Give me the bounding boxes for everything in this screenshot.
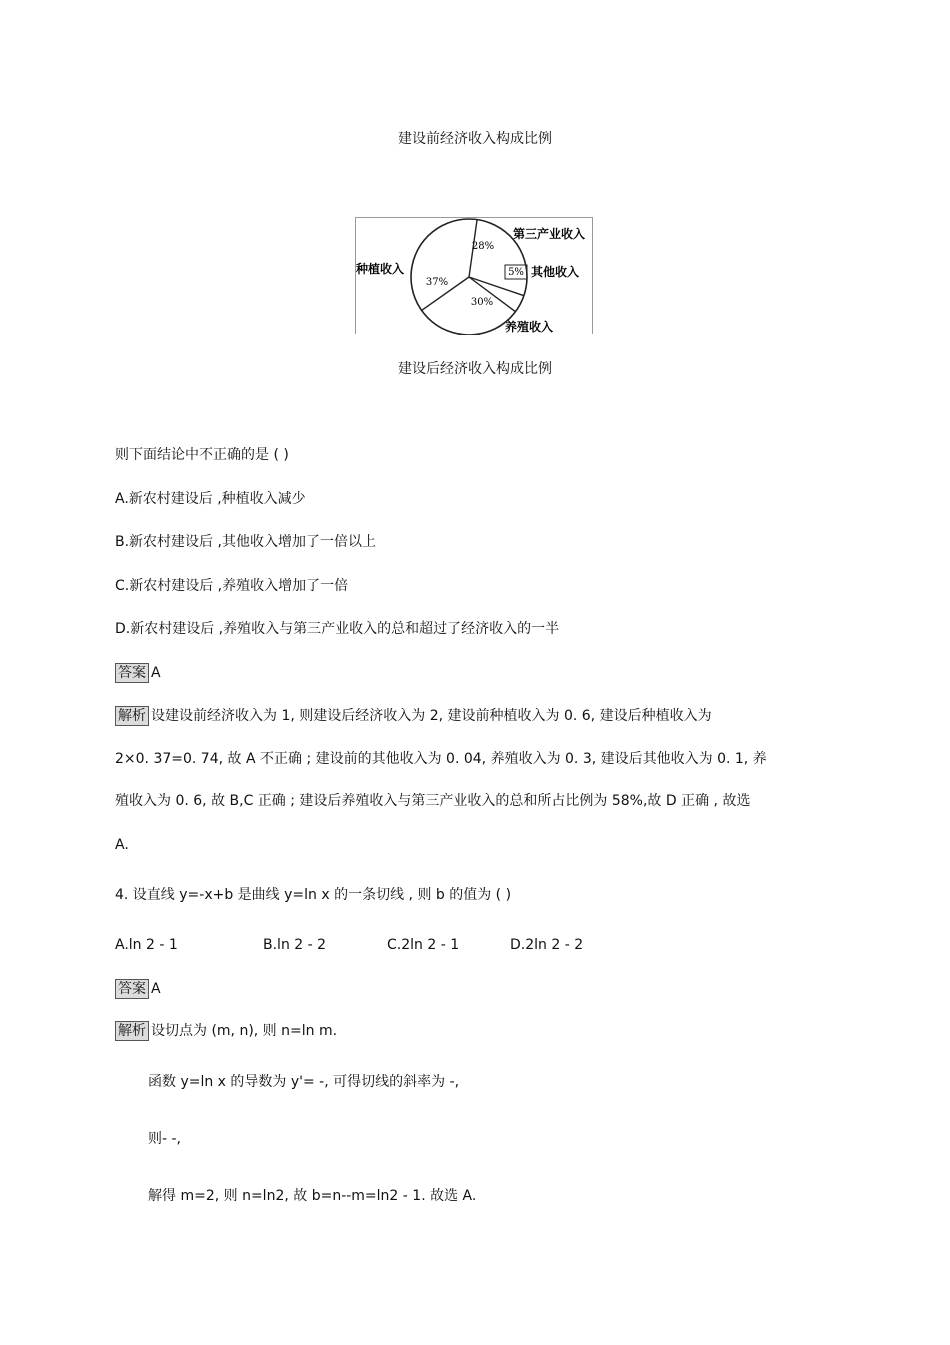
pie-chart — [355, 217, 595, 335]
q3-answer-row — [115, 663, 161, 683]
analysis-tag: 解析 — [115, 706, 149, 726]
pie-slice-category-label: 第三产业收入 — [513, 227, 586, 241]
pie-slice-category-label: 其他收入 — [531, 265, 580, 279]
pie-slice-value-label: 37% — [425, 277, 449, 288]
q3-option-b: B.新农村建设后 ,其他收入增加了一倍以上 — [115, 534, 376, 550]
q4-option-c: C.2ln 2 - 1 — [387, 937, 460, 953]
caption-before: 建设前经济收入构成比例 — [398, 131, 552, 147]
pie-slice-value-label: 5% — [508, 267, 524, 278]
q4-option-a: A.ln 2 - 1 — [115, 937, 178, 953]
q3-analysis-line-2: 2×0. 37=0. 74, 故 A 不正确 ; 建设前的其他收入为 0. 04, 养殖收入为 0. 3, 建设后其他收入为 0. 1, 养 — [115, 751, 767, 767]
q4-stem: 4. 设直线 y=-x+b 是曲线 y=ln x 的一条切线 , 则 b 的值为 ( ) — [115, 887, 512, 903]
q4-analysis-line-1: 函数 y=ln x 的导数为 y'= -, 可得切线的斜率为 -, — [148, 1074, 460, 1090]
q4-answer-row — [115, 979, 161, 999]
q3-option-c: C.新农村建设后 ,养殖收入增加了一倍 — [115, 578, 349, 594]
q4-analysis-line-2: 则- -, — [148, 1131, 182, 1147]
q3-analysis-line-4: A. — [115, 837, 129, 853]
q3-answer-value: A — [151, 665, 161, 681]
q4-analysis-row — [115, 1021, 337, 1041]
caption-after: 建设后经济收入构成比例 — [398, 361, 552, 377]
analysis-tag: 解析 — [115, 1021, 149, 1041]
answer-tag: 答案 — [115, 663, 149, 683]
q3-option-d: D.新农村建设后 ,养殖收入与第三产业收入的总和超过了经济收入的一半 — [115, 621, 560, 637]
pie-slice-value-label: 28% — [471, 241, 495, 252]
q4-answer-value: A — [151, 981, 161, 997]
q3-analysis-line-1: 设建设前经济收入为 1, 则建设后经济收入为 2, 建设前种植收入为 0. 6, 建设后种植收入为 — [151, 708, 712, 724]
q4-analysis-line-3: 解得 m=2, 则 n=ln2, 故 b=n--m=ln2 - 1. 故选 A. — [148, 1188, 477, 1204]
pie-slice-category-label: 养殖收入 — [505, 320, 554, 334]
q3-analysis-line-3: 殖收入为 0. 6, 故 B,C 正确 ; 建设后养殖收入与第三产业收入的总和所占比例为 58%,故 D 正确 , 故选 — [115, 793, 751, 809]
pie-slice-value-label: 30% — [470, 297, 494, 308]
answer-tag: 答案 — [115, 979, 149, 999]
q4-option-d: D.2ln 2 - 2 — [510, 937, 584, 953]
q4-option-b: B.ln 2 - 2 — [263, 937, 327, 953]
q3-stem: 则下面结论中不正确的是 ( ) — [115, 447, 289, 463]
pie-slice-category-label: 种植收入 — [356, 262, 405, 276]
q3-analysis-row — [115, 706, 712, 726]
q3-option-a: A.新农村建设后 ,种植收入减少 — [115, 491, 306, 507]
q4-analysis-first: 设切点为 (m, n), 则 n=ln m. — [151, 1023, 338, 1039]
